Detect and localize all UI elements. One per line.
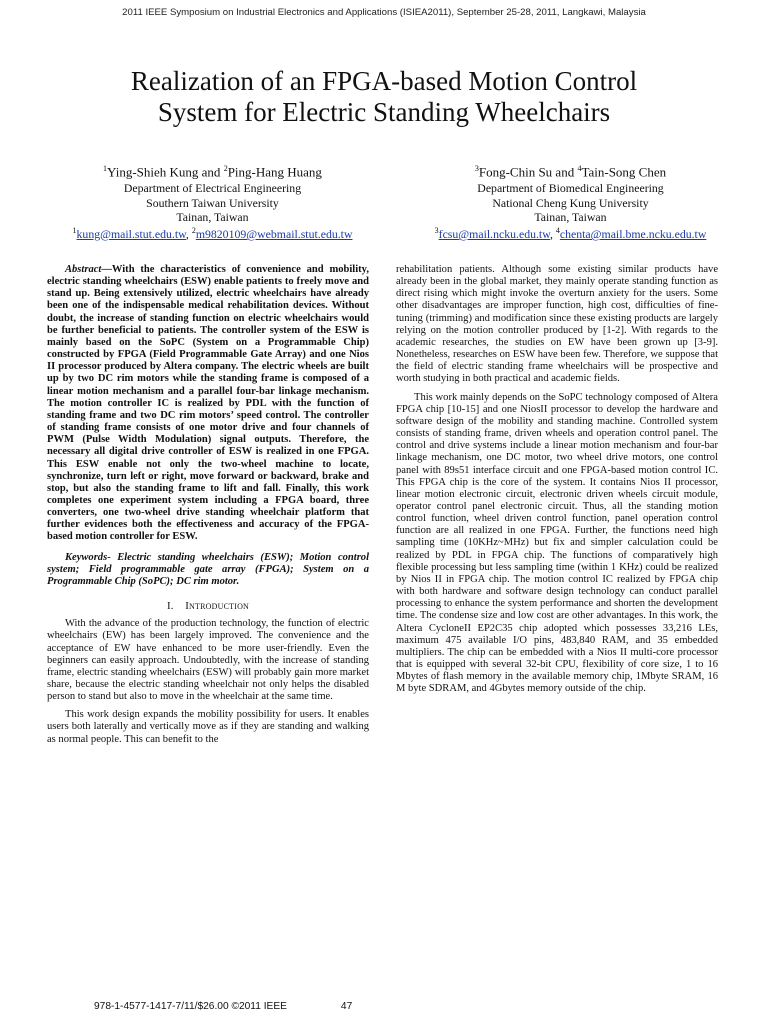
title-line-2: System for Electric Standing Wheelchairs [157, 97, 611, 127]
right-column [396, 264, 718, 701]
author-university: Southern Taiwan University [146, 195, 279, 210]
author-names: $^3$Fong-Chin Su and $^4$Tain-Song Chen [474, 164, 667, 180]
keywords: Keywords- Electric standing wheelchairs (ESW); Motion control system; Field programmable gate array (FPGA); System on a Programmable Chip (SoPC); DC rim motor. [47, 551, 369, 587]
email-link[interactable]: chenta@mail.bme.ncku.edu.tw [559, 226, 707, 241]
isbn-line: 978-1-4577-1417-7/11/$26.00 ©2011 IEEE [94, 1001, 287, 1012]
intro-paragraph-4: This work mainly depends on the SoPC technology composed of Altera FPGA chip [10-15] and one NiosII processor to develop the hardware and software design of the mobility and standing machine. Controlled system consists of standing frame, driven wheels and operation control panel. The control and drive systems include a linear motion mechanism and four-bar linkage mechanism, one DC motor, two wheel drive motors, one control panel with 89s51 interface circuit and one FPGA-based motion control IC. This FPGA chip is the core of the system. It contains Nios II processor, linear motion electronic circuit, electronic driven wheels circuit module, operator control panel electronic circuit. Thus, all the standing motion control function, wheel driven control function, panel operation control function are all realized in one FPGA. Further, the functions need high sampling time (10KHz~MHz) but fix and simpler calculation could be realized by PDL in FPGA chip. The functions of comparatively high flexible processing but less sampling time (within 1 KHz) could be realized by Nios II in FPGA chip. The motion control IC realized by FPGA chip with both hardware and software design technology can conduct parallel processing to enhance the system performance and shorten the development time. The condense size and low cost are other advantages. In this work, the Altera CycloneII EP2C35 chip adopted which possesses 33,216 LEs, maximum 475 available I/O pins, 483,840 RAM, and 35 embedded multipliers. The chip can be embedded with a Nios II multi-core processor that is equipped with several 32-bit CPU, flexibility of core size, 1 to 16 Mbytes of flash memory in the available memory chip, 1Mbyte SRAM, 16 M byte SDRAM, and 4Gbytes memory outside of the chip. [396, 391, 718, 695]
title-line-1: Realization of an FPGA-based Motion Control [130, 66, 638, 96]
section-heading: I. Introduction [166, 600, 250, 613]
author-emails: $^1$kung@mail.stut.edu.tw, $^2$m9820109@webmail.stut.edu.tw [72, 225, 353, 241]
intro-paragraph-3: rehabilitation patients. Although some existing similar products have already been in the global market, they mainly operate standing function as direct rising which might invoke the overturn anxiety for the users. Some other disadvantages are improper function, high cost, difficulties of fine-tuning (trimming) and modification since these existing products are largely relying on the motion controller produced by [1-2]. With regards to the academic researches, the studies on EW have been grown up [3-9]. Nonetheless, researches on ESW have been few. Therefore, we suppose that the field of electric standing frame wheelchairs will be prospective and worth studying in both practical and academic fields. [396, 264, 718, 385]
email-link[interactable]: fcsu@mail.ncku.edu.tw [438, 226, 550, 241]
author-names: $^1$Ying-Shieh Kung and $^2$Ping-Hang Huang [103, 164, 322, 180]
intro-paragraph-2: This work design expands the mobility possibility for users. It enables users both laterally and vertically move as if they are standing and walking as normal people. This can benefit to the [47, 709, 369, 745]
abstract: Abstract—With the characteristics of convenience and mobility, electric standing wheelchairs (ESW) enable patients to freely move and stand up. Being extensively utilized, electric wheelchairs have already been one of the indispensable medical rehabilitation devices. Without doubt, the increase of standing function on electric wheelchairs would be further beneficial to patients. The controller system of the ESW is mainly based on the SoPC (System on a Programmable Chip) constructed by FPGA (Field Programmable Gate Array) and one Nios II processor produced by Altera company. The electric wheels are built up by two DC rim motors while the standing frame is composed of a linear motion mechanism and a parallel four-bar linkage mechanism. The motion controller IC is realized by PDL with the function of standing frame and two DC rim motors’ speed control. The controller of standing frame consists of one motor drive and four channels of PWM (Pulse Width Modulation) signal outputs. Therefore, the necessary all digital drive controller of ESW is realized in one FPGA. This ESW enable not only the two-wheel machine to locate, synchronize, turn left or right, move forward or backward, brake and stop, but also the standing frame to lift and fall. Finally, this work completes one experiment system including a FPGA board, three converters, one two-wheel drive standing wheelchair platform that further evidences both the effectiveness and accuracy of the FPGA-based motion controller for ESW. [47, 264, 369, 543]
page-number: 47 [340, 1001, 353, 1012]
page-footer [94, 1001, 352, 1012]
author-emails: $^3$fcsu@mail.ncku.edu.tw, $^4$chenta@mail.bme.ncku.edu.tw [434, 225, 707, 241]
left-column [47, 264, 369, 752]
conference-header: 2011 IEEE Symposium on Industrial Electronics and Applications (ISIEA2011), September 25-28, 2011, Langkawi, Malaysia [122, 7, 646, 18]
author-department: Department of Electrical Engineering [123, 181, 302, 196]
email-link[interactable]: m9820109@webmail.stut.edu.tw [195, 226, 353, 241]
author-department: Department of Biomedical Engineering [477, 181, 664, 196]
email-link[interactable]: kung@mail.stut.edu.tw [76, 226, 186, 241]
paper-title [40, 66, 728, 128]
author-city: Tainan, Taiwan [534, 209, 607, 224]
author-city: Tainan, Taiwan [176, 209, 249, 224]
author-block-right [398, 160, 743, 241]
intro-paragraph-1: With the advance of the production technology, the function of electric wheelchairs (EW) has been largely improved. The convenience and the acceptance of EW have enhanced to be more user-friendly. Even the beginners can easily approach. Undoubtedly, with the increase of standing frame, electric standing wheelchairs (ESW) will probably gain more market share, because the electric standing wheelchair not only helps the disabled person to stand but also to move in the wheelchair at the same time. [47, 618, 369, 703]
author-university: National Cheng Kung University [492, 195, 649, 210]
author-block-left [40, 160, 385, 241]
